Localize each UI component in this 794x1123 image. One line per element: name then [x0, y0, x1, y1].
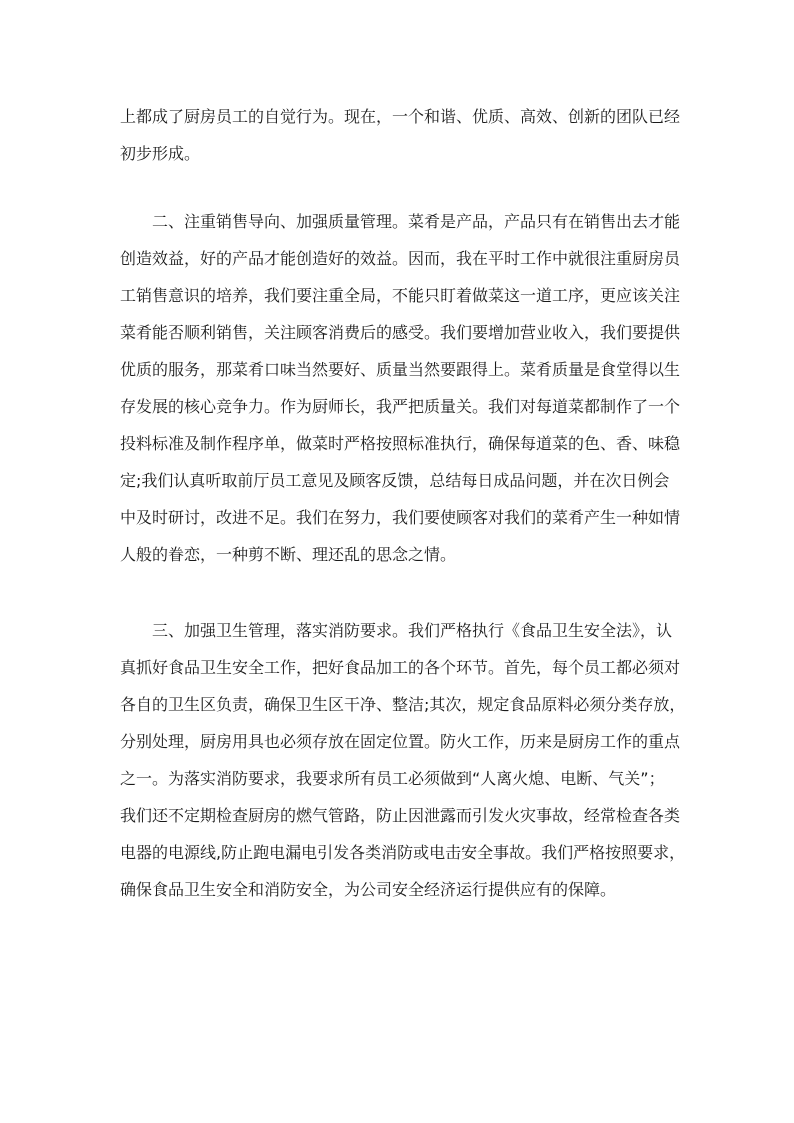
- paragraph-line: 中及时研讨，改进不足。我们在努力，我们要使顾客对我们的菜肴产生一种如情: [120, 508, 681, 527]
- paragraph-line: 各自的卫生区负责，确保卫生区干净、整洁;其次，规定食品原料必须分类存放，: [120, 695, 686, 714]
- paragraph-line: 初步形成。: [120, 144, 201, 163]
- paragraph-1: [120, 98, 680, 172]
- paragraph-line: 二、注重销售导向、加强质量管理。菜肴是产品，产品只有在销售出去才能: [152, 212, 681, 231]
- paragraph-line: 真抓好食品卫生安全工作，把好食品加工的各个环节。首先，每个员工都必须对: [120, 658, 681, 677]
- paragraph-line: 我们还不定期检查厨房的燃气管路，防止因泄露而引发火灾事故，经常检查各类: [120, 806, 681, 825]
- paragraph-line: 确保食品卫生安全和消防安全，为公司安全经济运行提供应有的保障。: [120, 880, 617, 899]
- paragraph-3: [120, 612, 686, 908]
- paragraph-line: 投料标准及制作程序单，做菜时严格按照标准执行，确保每道菜的色、香、味稳: [120, 434, 681, 453]
- paragraph-line: 工销售意识的培养，我们要注重全局，不能只盯着做菜这一道工序，更应该关注: [120, 286, 681, 305]
- paragraph-line: 之一。为落实消防要求，我要求所有员工必须做到“人离火熄、电断、气关”；: [120, 769, 665, 788]
- paragraph-line: 菜肴能否顺利销售，关注顾客消费后的感受。我们要增加营业收入，我们要提供: [120, 323, 681, 342]
- paragraph-2: [120, 203, 680, 573]
- paragraph-line: 创造效益，好的产品才能创造好的效益。因而，我在平时工作中就很注重厨房员: [120, 249, 681, 268]
- paragraph-line: 优质的服务，那菜肴口味当然要好、质量当然要跟得上。菜肴质量是食堂得以生: [120, 360, 681, 379]
- paragraph-line: 人般的眷恋，一种剪不断、理还乱的思念之情。: [120, 545, 457, 564]
- paragraph-line: 电器的电源线,防止跑电漏电引发各类消防或电击安全事故。我们严格按照要求，: [120, 843, 686, 862]
- paragraph-line: 分别处理，厨房用具也必须存放在固定位置。防火工作，历来是厨房工作的重点: [120, 732, 681, 751]
- paragraph-line: 三、加强卫生管理，落实消防要求。我们严格执行《食品卫生安全法》，认: [152, 621, 673, 640]
- paragraph-line: 存发展的核心竞争力。作为厨师长，我严把质量关。我们对每道菜都制作了一个: [120, 397, 681, 416]
- paragraph-line: 定;我们认真听取前厅员工意见及顾客反馈，总结每日成品问题，并在次日例会: [120, 471, 670, 490]
- paragraph-line: 上都成了厨房员工的自觉行为。现在，一个和谐、优质、高效、创新的团队已经: [120, 107, 681, 126]
